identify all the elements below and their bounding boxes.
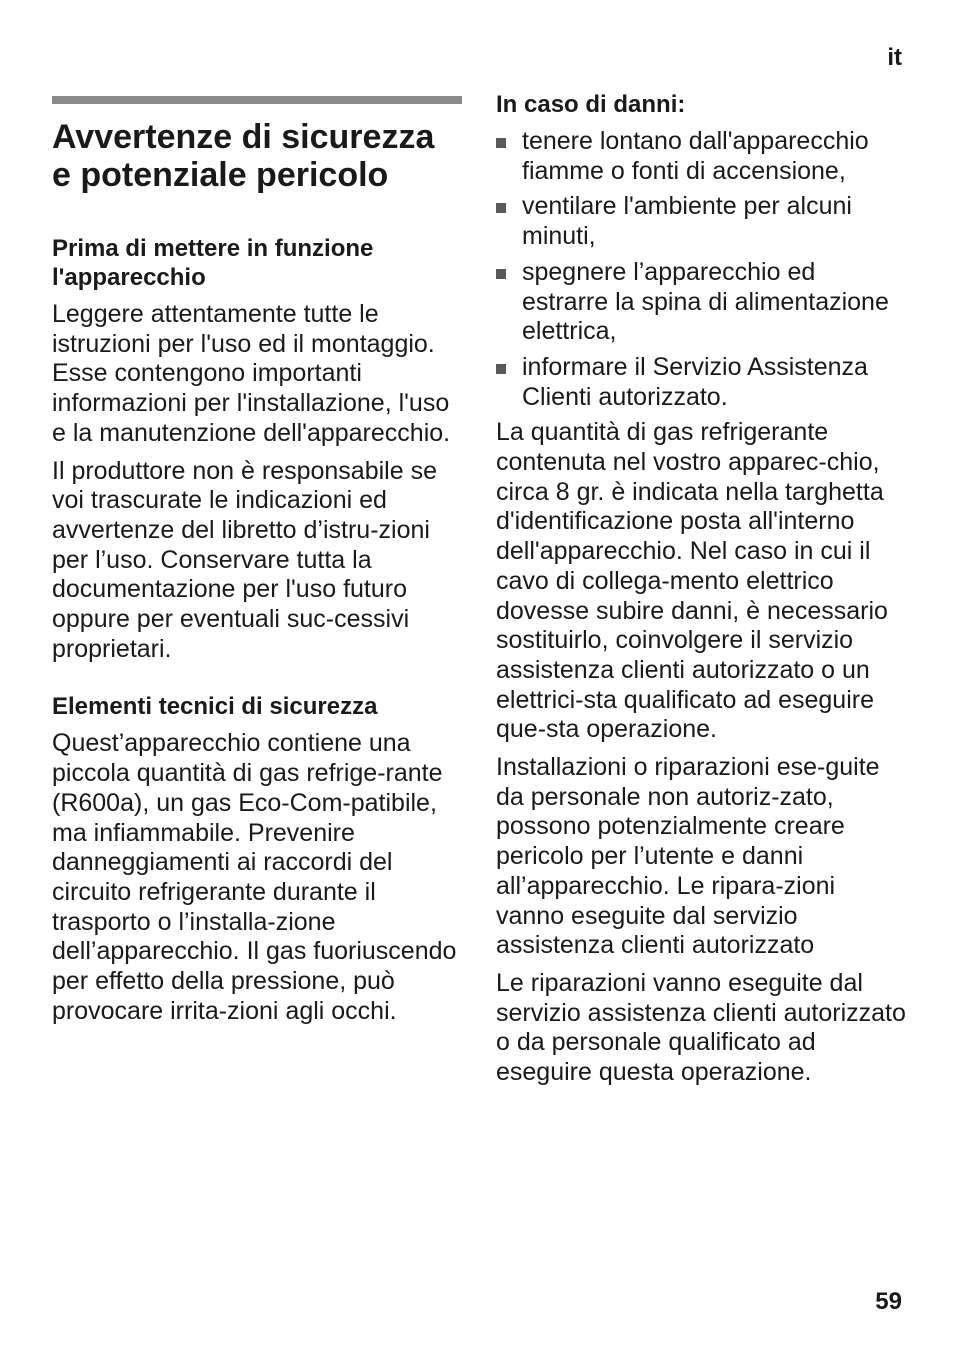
section-rule xyxy=(52,96,462,104)
right-column xyxy=(496,90,906,1096)
paragraph: Installazioni o riparazioni ese-guite da personale non autoriz-zato, possono potenzialmente creare pericolo per l’utente e danni all’apparecchio. Le ripara-zioni vanno eseguite dal servizio assistenza clienti autorizzato xyxy=(496,753,880,960)
list-item: tenere lontano dall'apparecchio fiamme o fonti di accensione, xyxy=(496,127,906,186)
section-heading-before-use: Prima di mettere in funzione l'apparecchio xyxy=(52,235,374,291)
square-bullet-icon xyxy=(496,138,506,148)
paragraph: Le riparazioni vanno eseguite dal servizio assistenza clienti autorizzato o da personale qualificato ad eseguire questa operazione. xyxy=(496,968,906,1087)
paragraph: Quest’apparecchio contiene una piccola quantità di gas refrige-rante (R600a), un gas Eco-Com-patibile, ma infiammabile. Prevenire danneggiamenti ai raccordi del circuito refrigerante durante il trasporto o l’installa-zione dell’apparecchio. Il gas fuoriuscendo per effetto della pressione, può provocare irrita-zioni agli occhi. xyxy=(52,729,457,1025)
list-item: spegnere l’apparecchio ed estrarre la spina di alimentazione elettrica, xyxy=(496,258,906,347)
square-bullet-icon xyxy=(496,269,506,279)
page-number: 59 xyxy=(875,1288,902,1315)
list-item: informare il Servizio Assistenza Clienti autorizzato. xyxy=(496,353,906,412)
page-title: Avvertenze di sicurezza e potenziale pericolo xyxy=(52,118,435,194)
paragraph: Leggere attentamente tutte le istruzioni per l'uso ed il montaggio. Esse contengono importanti informazioni per l'installazione, l'uso e la manutenzione dell'apparecchio. xyxy=(52,300,451,447)
section-heading-damage: In caso di danni: xyxy=(496,91,686,118)
section-heading-safety-elements: Elementi tecnici di sicurezza xyxy=(52,693,378,721)
paragraph: Il produttore non è responsabile se voi trascurate le indicazioni ed avvertenze del libretto d’istru-zioni per l’uso. Conservare tutta la documentazione per l'uso futuro oppure per eventuali suc-cessivi proprietari. xyxy=(52,456,437,663)
paragraph: La quantità di gas refrigerante contenuta nel vostro apparec-chio, circa 8 gr. è indicata nella targhetta d'identificazione posta all'interno dell'apparecchio. Nel caso in cui il cavo di collega-mento elettrico dovesse subire danni, è necessario sostituirlo, coinvolgere il servizio assistenza clienti autorizzato o un elettrici-sta qualificato ad eseguire que-sta operazione. xyxy=(496,418,888,744)
language-tag: it xyxy=(887,44,902,71)
list-item: ventilare l'ambiente per alcuni minuti, xyxy=(496,192,906,251)
damage-list xyxy=(496,127,906,412)
square-bullet-icon xyxy=(496,364,506,374)
square-bullet-icon xyxy=(496,203,506,213)
left-column xyxy=(52,96,462,1034)
